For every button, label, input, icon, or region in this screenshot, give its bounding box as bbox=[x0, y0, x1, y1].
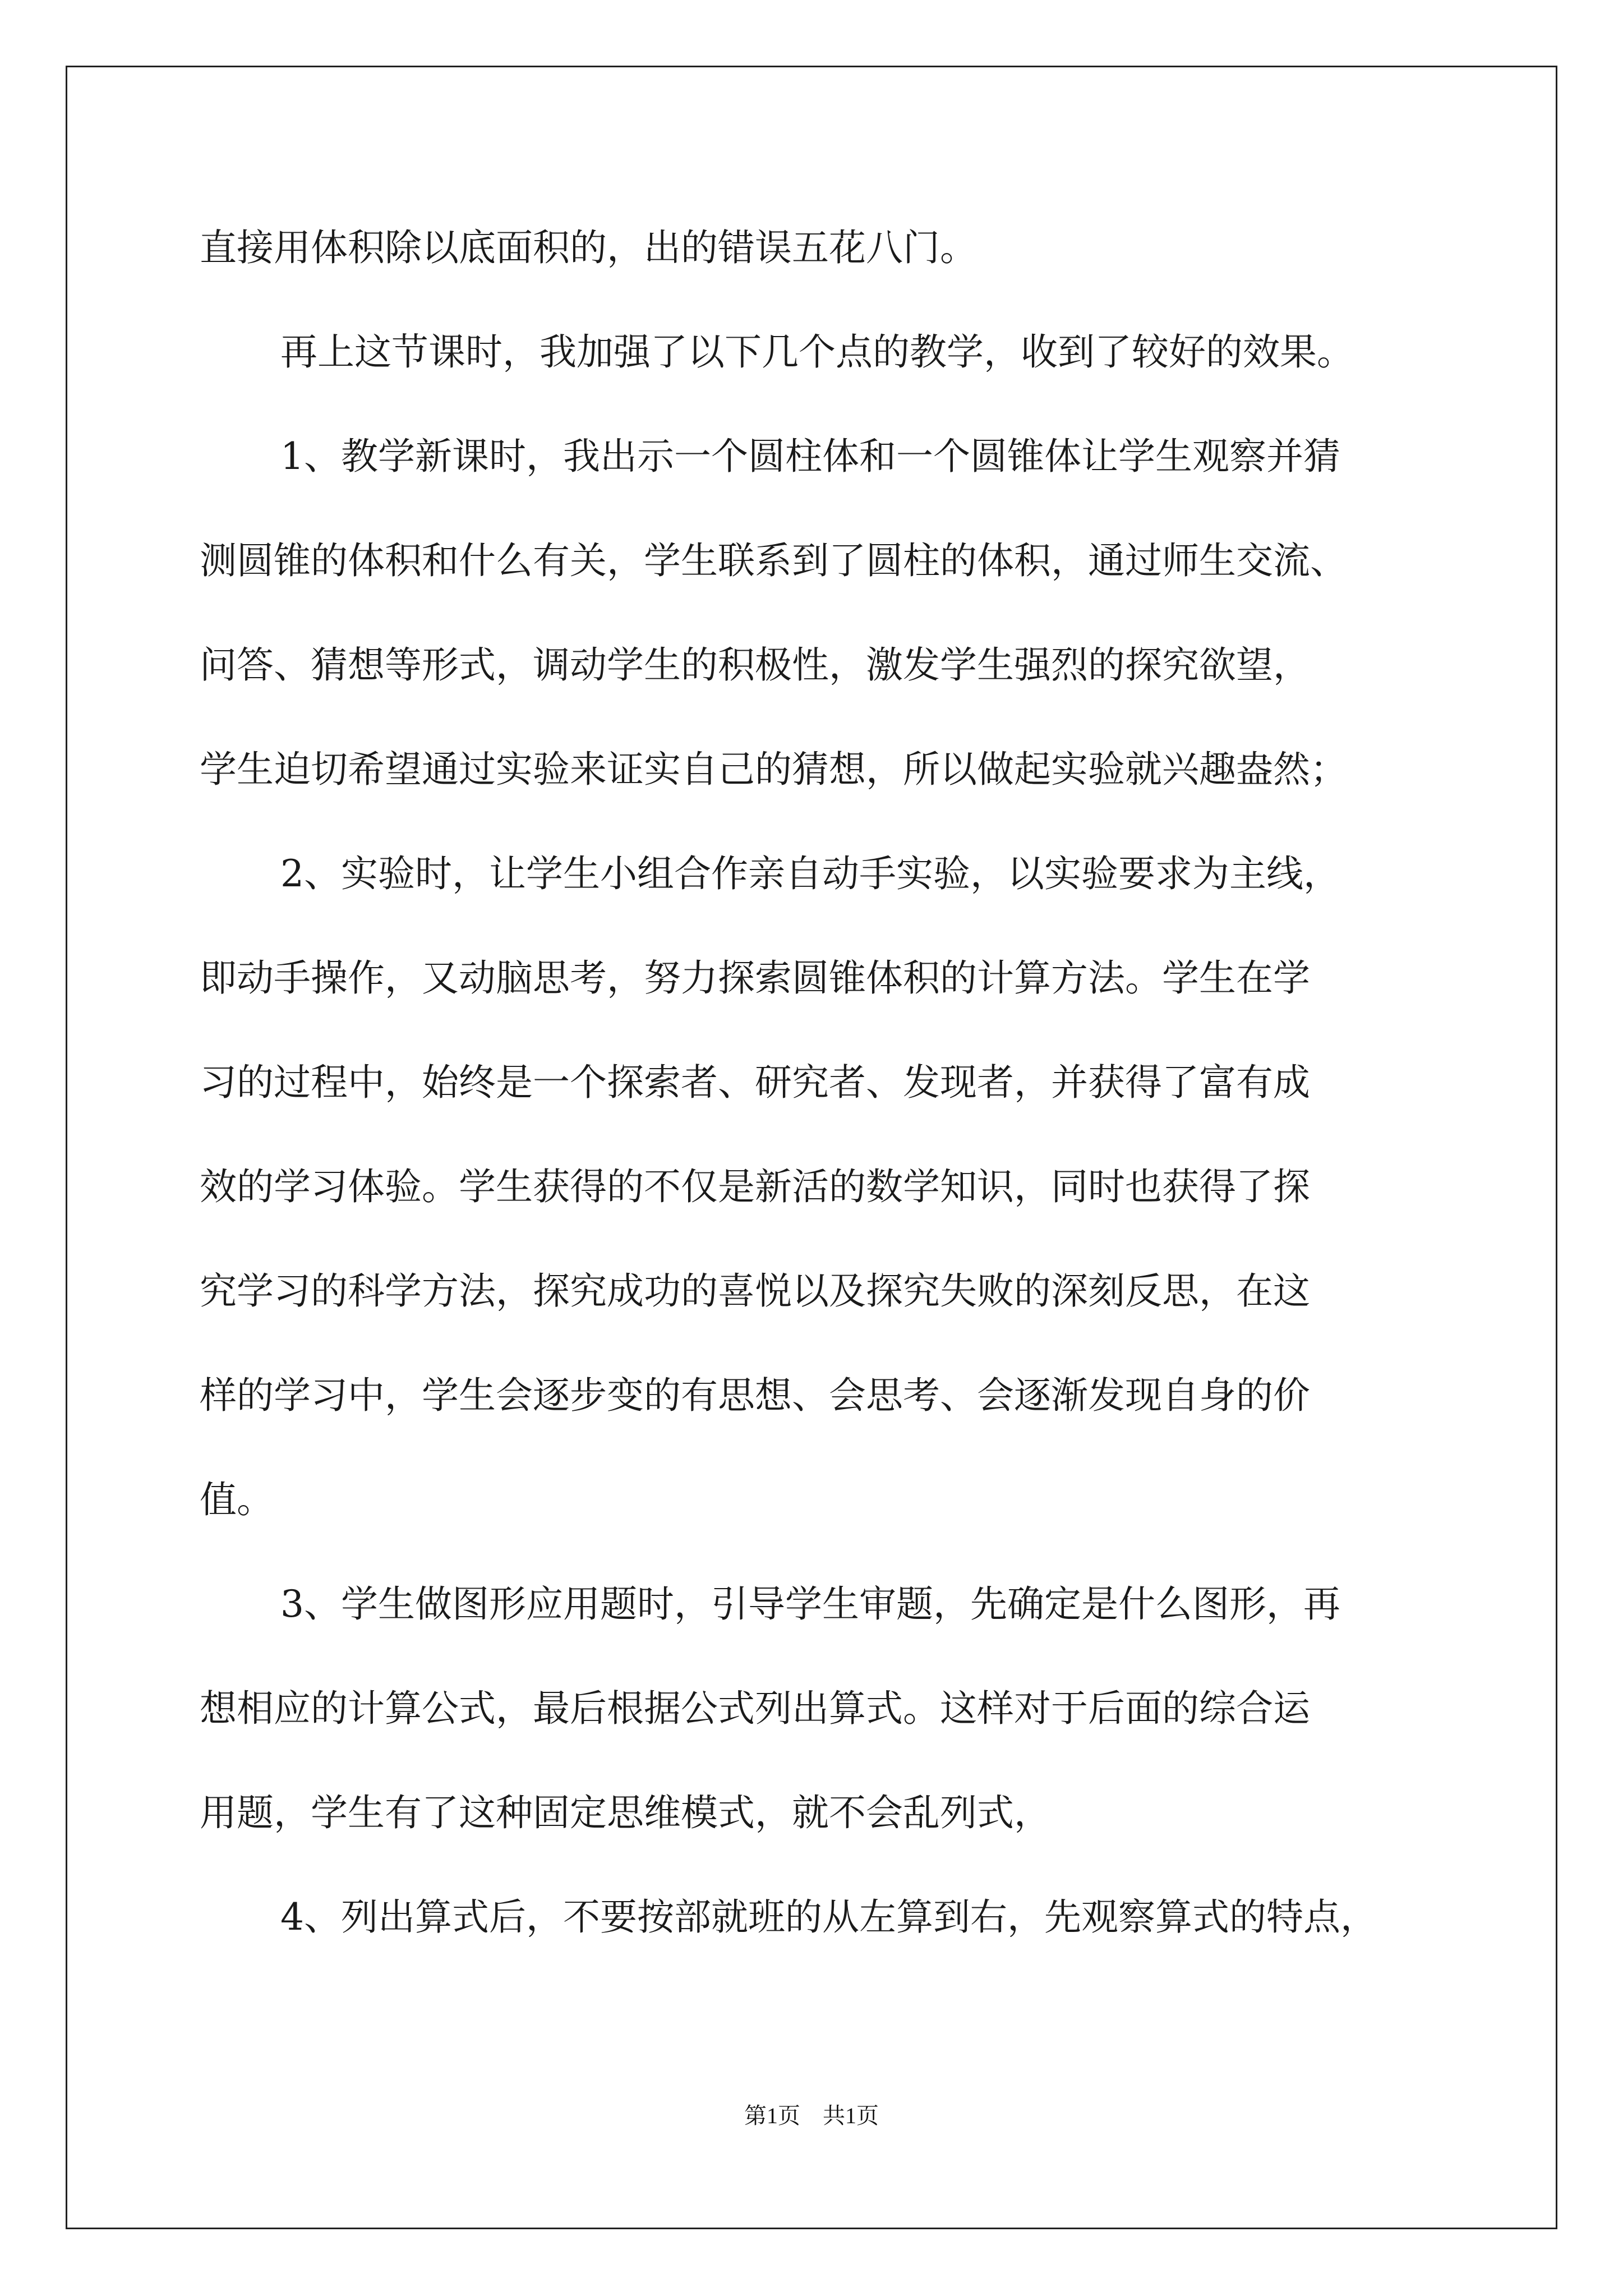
text-line: 即动手操作，又动脑思考，努力探索圆锥体积的计算方法。学生在学 bbox=[200, 956, 1310, 1000]
text-line: 究学习的科学方法，探究成功的喜悦以及探究失败的深刻反思，在这 bbox=[200, 1269, 1310, 1313]
text-line: 习的过程中，始终是一个探索者、研究者、发现者，并获得了富有成 bbox=[200, 1061, 1310, 1104]
text-line: 直接用体积除以底面积的，出的错误五花八门。 bbox=[200, 226, 977, 269]
text-line: 想相应的计算公式，最后根据公式列出算式。这样对于后面的综合运 bbox=[200, 1687, 1310, 1730]
text-line: 2、实验时，让学生小组合作亲自动手实验，以实验要求为主线， bbox=[280, 852, 1340, 895]
text-line: 学生迫切希望通过实验来证实自己的猜想，所以做起实验就兴趣盎然； bbox=[200, 748, 1347, 791]
text-line: 3、学生做图形应用题时，引导学生审题，先确定是什么图形，再 bbox=[280, 1582, 1340, 1626]
text-line: 4、列出算式后，不要按部就班的从左算到右，先观察算式的特点， bbox=[280, 1895, 1377, 1939]
text-line: 问答、猜想等形式，调动学生的积极性，激发学生强烈的探究欲望， bbox=[200, 643, 1310, 687]
text-line: 用题，学生有了这种固定思维模式，就不会乱列式， bbox=[200, 1791, 1051, 1834]
page-footer bbox=[0, 2099, 1623, 2133]
text-line: 再上这节课时，我加强了以下几个点的教学，收到了较好的效果。 bbox=[280, 330, 1354, 374]
text-line: 值。 bbox=[200, 1478, 274, 1521]
text-line: 效的学习体验。学生获得的不仅是新活的数学知识，同时也获得了探 bbox=[200, 1165, 1310, 1208]
text-line: 1、教学新课时，我出示一个圆柱体和一个圆锥体让学生观察并猜 bbox=[280, 435, 1340, 478]
page-number-label: 第1页 共1页 bbox=[744, 2103, 879, 2128]
text-line: 测圆锥的体积和什么有关，学生联系到了圆柱的体积，通过师生交流、 bbox=[200, 539, 1347, 582]
text-line: 样的学习中，学生会逐步变的有思想、会思考、会逐渐发现自身的价 bbox=[200, 1374, 1310, 1417]
